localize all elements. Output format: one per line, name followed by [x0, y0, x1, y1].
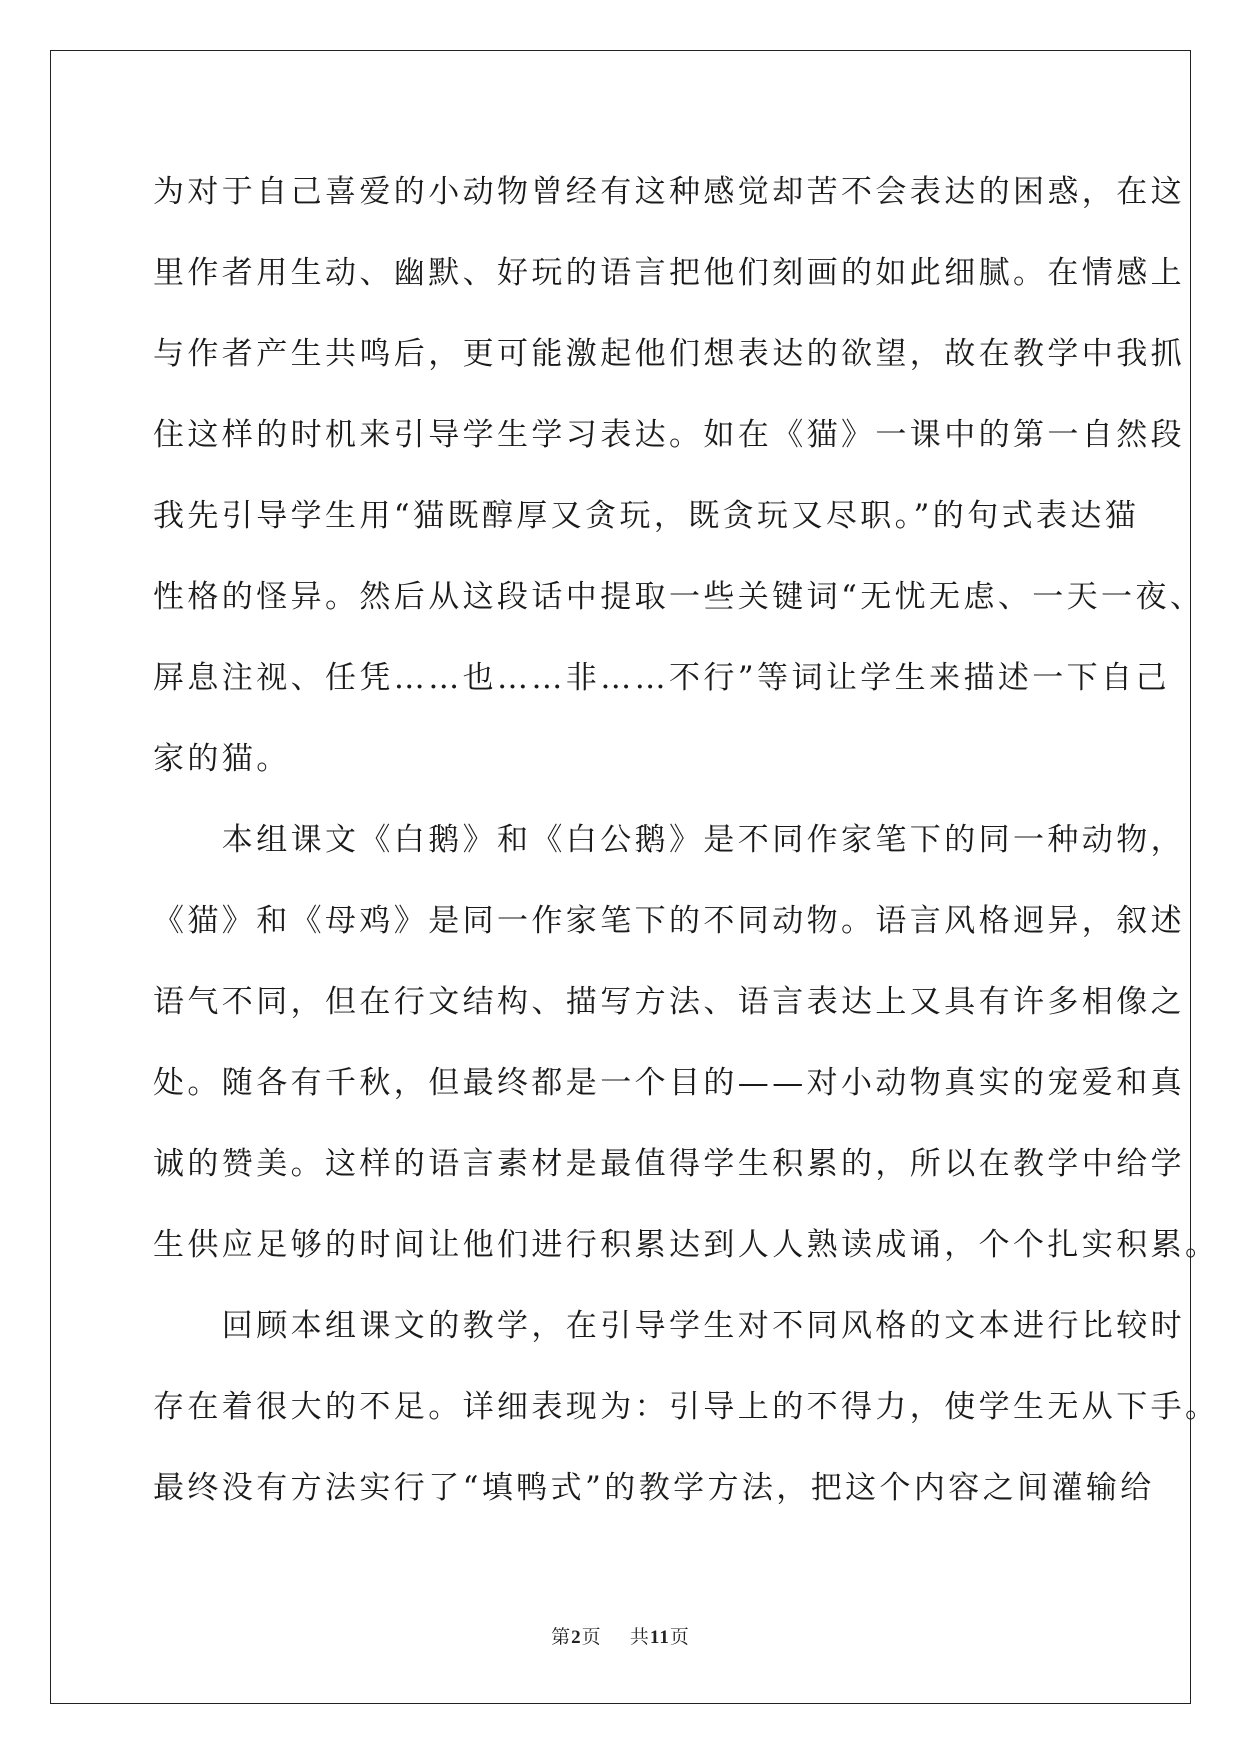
text-line: 家的猫。 — [153, 741, 291, 777]
page-prefix: 第 — [551, 1626, 572, 1648]
page-footer — [0, 1622, 1241, 1649]
text-line: 处。随各有千秋，但最终都是一个目的——对小动物真实的宠爱和真 — [153, 1065, 1185, 1101]
document-body — [153, 152, 1220, 1529]
page-current: 2 — [571, 1627, 582, 1648]
page-suffix: 页 — [581, 1626, 602, 1648]
text-line: 性格的怪异。然后从这段话中提取一些关键词“无忧无虑、一天一夜、 — [153, 579, 1205, 615]
text-line: 屏息注视、任凭……也……非……不行”等词让学生来描述一下自己 — [153, 660, 1170, 696]
text-line: 里作者用生动、幽默、好玩的语言把他们刻画的如此细腻。在情感上 — [153, 255, 1185, 291]
text-line: 《猫》和《母鸡》是同一作家笔下的不同动物。语言风格迥异，叙述 — [153, 903, 1185, 939]
text-line: 我先引导学生用“猫既醇厚又贪玩，既贪玩又尽职。”的句式表达猫 — [153, 498, 1140, 534]
text-line: 生供应足够的时间让他们进行积累达到人人熟读成诵，个个扎实积累。 — [153, 1227, 1220, 1263]
page-total: 11 — [649, 1627, 670, 1648]
text-line: 为对于自己喜爱的小动物曾经有这种感觉却苦不会表达的困惑，在这 — [153, 174, 1185, 210]
total-suffix: 页 — [669, 1626, 690, 1648]
text-line: 与作者产生共鸣后，更可能激起他们想表达的欲望，故在教学中我抓 — [153, 336, 1185, 372]
text-line: 语气不同，但在行文结构、描写方法、语言表达上又具有许多相像之 — [153, 984, 1185, 1020]
total-prefix: 共 — [629, 1626, 650, 1648]
text-line: 最终没有方法实行了“填鸭式”的教学方法，把这个内容之间灌输给 — [153, 1470, 1155, 1506]
text-line: 住这样的时机来引导学生学习表达。如在《猫》一课中的第一自然段 — [153, 417, 1185, 453]
text-line: 本组课文《白鹅》和《白公鹅》是不同作家笔下的同一种动物， — [153, 822, 1185, 858]
text-line: 诚的赞美。这样的语言素材是最值得学生积累的，所以在教学中给学 — [153, 1146, 1185, 1182]
text-line: 回顾本组课文的教学，在引导学生对不同风格的文本进行比较时 — [153, 1308, 1185, 1344]
text-line: 存在着很大的不足。详细表现为：引导上的不得力，使学生无从下手。 — [153, 1389, 1220, 1425]
